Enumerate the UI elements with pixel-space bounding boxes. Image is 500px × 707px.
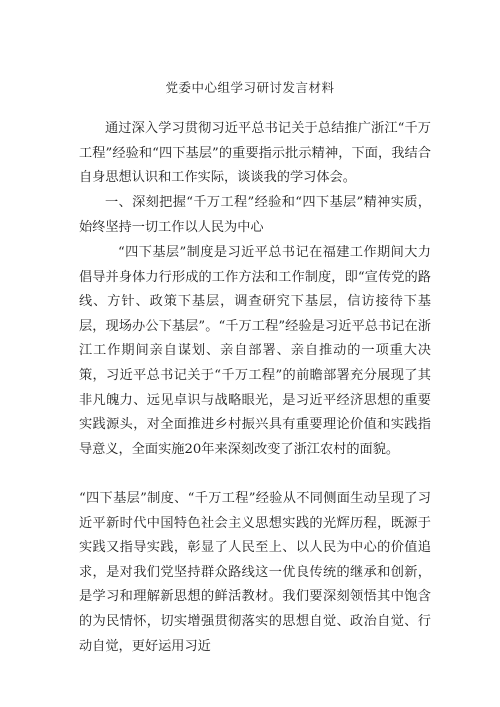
- paragraph-four-grassroots: “四下基层”制度是习近平总书记在福建工作期间大力倡导并身体力行形成的工作方法和工作制度，即“宣传党的路线、方针、政策下基层，调查研究下基层，信访接待下基层，现场办公下基层”。“千万工程”经验是习近平总书记在浙江工作期间亲自谋划、亲自部署、亲自推动的一项重大决策，习近平总书记关于“千万工程”的前瞻部署充分展现了其非凡魄力、远见卓识与战略眼光，是习近平经济思想的重要实践源头，对全面推进乡村振兴具有重要理论价值和实践指导意义，全面实施20年来深刻改变了浙江农村的面貌。: [79, 245, 431, 457]
- section-heading-one: 一、深刻把握“千万工程”经验和“四下基层”精神实质，始终坚持一切工作以人民为中心: [79, 195, 431, 235]
- paragraph-thought-practice: “四下基层”制度、“千万工程”经验从不同侧面生动呈现了习近平新时代中国特色社会主义思想实践的光辉历程，既源于实践又指导实践，彰显了人民至上、以人民为中心的价值追求，是对我们党坚持群众路线这一优良传统的继承和创新，是学习和理解新思想的鲜活教材。我们要深刻领悟其中饱含的为民情怀，切实增强贯彻落实的思想自觉、政治自觉、行动自觉，更好运用习近: [79, 491, 431, 654]
- paragraph-intro: 通过深入学习贯彻习近平总书记关于总结推广浙江“千万工程”经验和“四下基层”的重要指示批示精神，下面，我结合自身思想认识和工作实际，谈谈我的学习体会。: [79, 121, 431, 186]
- document-title: 党委中心组学习研讨发言材料: [165, 80, 335, 95]
